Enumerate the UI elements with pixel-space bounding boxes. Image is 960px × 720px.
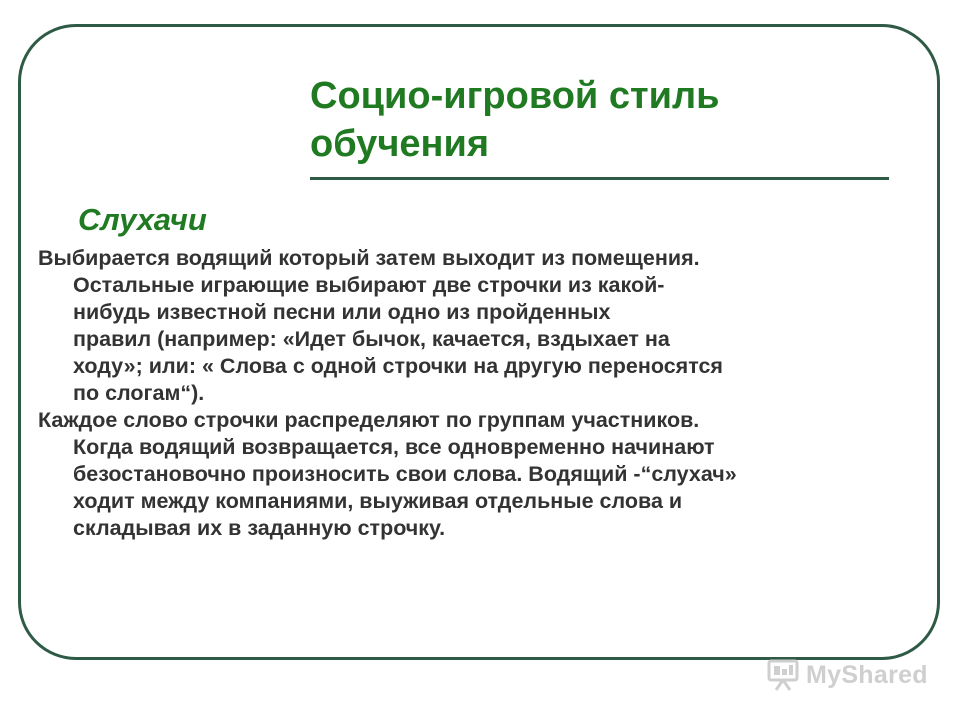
paragraph-line: нибудь известной песни или одно из пройденных: [73, 300, 611, 324]
watermark-text: MyShared: [806, 660, 928, 689]
paragraph-line: Остальные играющие выбирают две строчки из какой-: [73, 273, 665, 297]
paragraph-line: складывая их в заданную строчку.: [73, 516, 446, 540]
paragraph-line: Когда водящий возвращается, все одновременно начинают: [73, 435, 715, 459]
paragraph-line: Выбирается водящий который затем выходит из помещения.: [38, 246, 700, 270]
title-line: обучения: [310, 123, 489, 165]
slide-body: [38, 245, 908, 542]
paragraph-line: безостановочно произносить свои слова. Водящий -“слухач»: [73, 462, 737, 486]
myshared-watermark: [766, 657, 928, 693]
slide-title: [310, 72, 870, 168]
paragraph: [38, 245, 908, 407]
slide-subtitle: Слухачи: [78, 202, 207, 237]
presentation-board-icon: [766, 659, 800, 691]
paragraph-line: правил (например: «Идет бычок, качается, вздыхает на: [73, 327, 670, 351]
title-line: Социо-игровой стиль: [310, 75, 720, 117]
paragraph: [38, 407, 908, 542]
paragraph-line: ходу»; или: « Слова с одной строчки на другую переносятся: [73, 354, 723, 378]
paragraph-line: по слогам“).: [73, 381, 205, 405]
paragraph-line: ходит между компаниями, выуживая отдельные слова и: [73, 489, 683, 513]
paragraph-line: Каждое слово строчки распределяют по группам участников.: [38, 408, 700, 432]
title-underline: [310, 177, 889, 180]
